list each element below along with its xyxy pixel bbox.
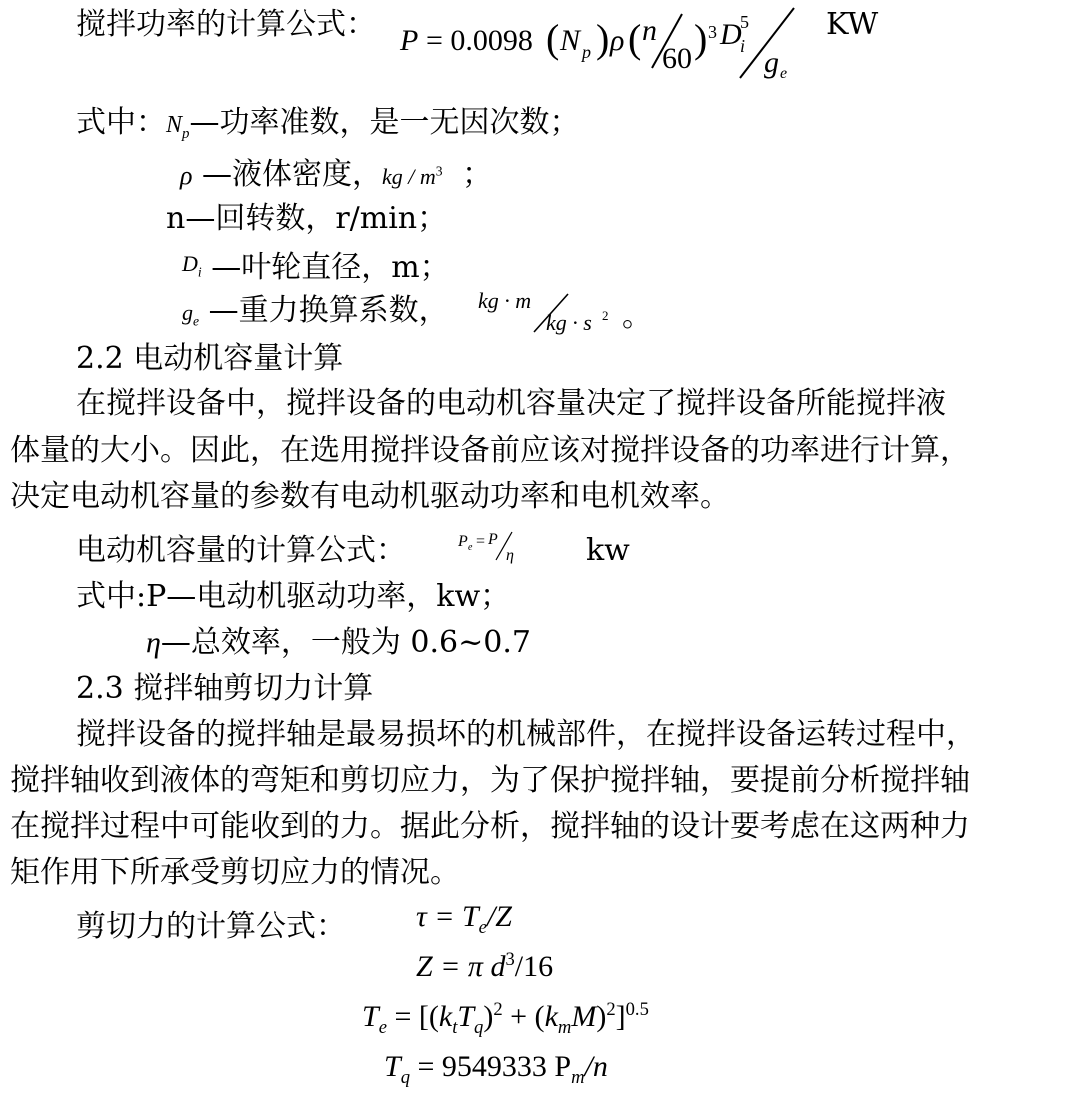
section-22-para-2: 体量的大小。因此，在选用搅拌设备前应该对搅拌设备的功率进行计算， [10, 433, 970, 468]
di-symbol: Di [182, 251, 202, 280]
svg-text:): ) [596, 16, 610, 61]
power-formula-line [76, 6, 376, 44]
rho-desc: —液体密度， [202, 157, 383, 192]
svg-text:): ) [694, 16, 708, 61]
shear-formula-label: 剪切力的计算公式： [76, 909, 346, 944]
svg-text:n: n [642, 14, 657, 47]
power-formula-unit: KW [826, 7, 879, 42]
eta-line [146, 624, 531, 662]
svg-text:ρ: ρ [610, 24, 625, 57]
svg-text:= 0.0098: = 0.0098 [426, 24, 533, 57]
eq-z: Z = π $d^3/16$ [416, 949, 554, 983]
svg-text:g: g [764, 46, 779, 79]
np-symbol: $N_p$ [166, 112, 190, 142]
svg-text:kg · s: kg · s [546, 310, 592, 335]
section-22-para-1: 在搅拌设备中，搅拌设备的电动机容量决定了搅拌设备所能搅拌液 [76, 386, 946, 421]
section-22-para-3: 决定电动机容量的参数有电动机驱动功率和电机效率。 [10, 479, 730, 514]
rho-end: ； [462, 157, 493, 192]
power-formula [396, 2, 816, 82]
svg-text:3: 3 [708, 22, 717, 42]
where-ge-line [182, 292, 449, 332]
ge-symbol: $g_e$ [182, 300, 200, 329]
ge-desc: —重力换算系数， [208, 293, 449, 328]
motor-formula-unit: kw [586, 533, 630, 568]
svg-text:e: e [780, 65, 788, 82]
svg-text:(: ( [628, 16, 642, 61]
section-23-para-4: 矩作用下所承受剪切应力的情况。 [10, 855, 460, 890]
svg-text:P: P [488, 531, 498, 548]
svg-text:=: = [476, 533, 486, 550]
svg-text:i: i [740, 36, 746, 56]
eq-te: $T_e = [(k_tT_q)^2 + (k_mM)^2]^{0.5}$ [362, 999, 649, 1038]
power-formula-label: 搅拌功率的计算公式： [76, 7, 376, 42]
svg-text:P: P [458, 533, 468, 550]
motor-where-line: 式中:P—电动机驱动功率，kw； [76, 579, 511, 614]
rho-unit: kg / $m^3$ [382, 163, 443, 189]
motor-formula-label: 电动机容量的计算公式： [76, 533, 406, 568]
section-23-para-3: 在搅拌过程中可能收到的力。据此分析，搅拌轴的设计要考虑在这两种力 [10, 809, 970, 844]
where-np-line [76, 104, 579, 144]
section-22-heading: 2.2 电动机容量计算 [76, 341, 344, 376]
np-desc: —功率准数，是一无因次数； [189, 105, 580, 140]
svg-text:kg · m: kg · m [478, 288, 532, 313]
svg-text:η: η [506, 547, 514, 564]
svg-text:(: ( [546, 16, 560, 61]
svg-text:p: p [582, 42, 591, 62]
section-23-para-2: 搅拌轴收到液体的弯矩和剪切应力，为了保护搅拌轴，要提前分析搅拌轴 [10, 763, 970, 798]
section-23-para-1: 搅拌设备的搅拌轴是最易损坏的机械部件，在搅拌设备运转过程中， [76, 717, 976, 752]
ge-end: 。 [622, 299, 652, 334]
svg-text:e: e [468, 542, 473, 553]
svg-text:P: P [400, 24, 419, 57]
svg-text:D: D [720, 18, 742, 51]
svg-text:60: 60 [662, 42, 692, 75]
di-desc: —叶轮直径，m； [211, 250, 450, 285]
eta-desc: —总效率，一般为 0.6~0.7 [160, 625, 531, 660]
section-23-heading: 2.3 搅拌轴剪切力计算 [76, 671, 374, 706]
where-di-line [182, 245, 450, 287]
where-n-line: n—回转数，r/min； [166, 201, 448, 236]
svg-text:N: N [560, 24, 581, 57]
svg-text:5: 5 [740, 12, 749, 32]
rho-symbol: ρ [180, 161, 193, 190]
motor-formula [456, 526, 546, 566]
svg-text:2: 2 [602, 308, 609, 323]
where-rho-line [180, 156, 492, 196]
eq-tau: $\tau = T_e/Z$ [416, 900, 512, 938]
eta-symbol: η [146, 626, 161, 659]
ge-unit [476, 286, 616, 336]
where-label: 式中： [76, 105, 166, 140]
eq-tq: $T_q = 9549333$ $P_m/n$ [384, 1050, 608, 1088]
